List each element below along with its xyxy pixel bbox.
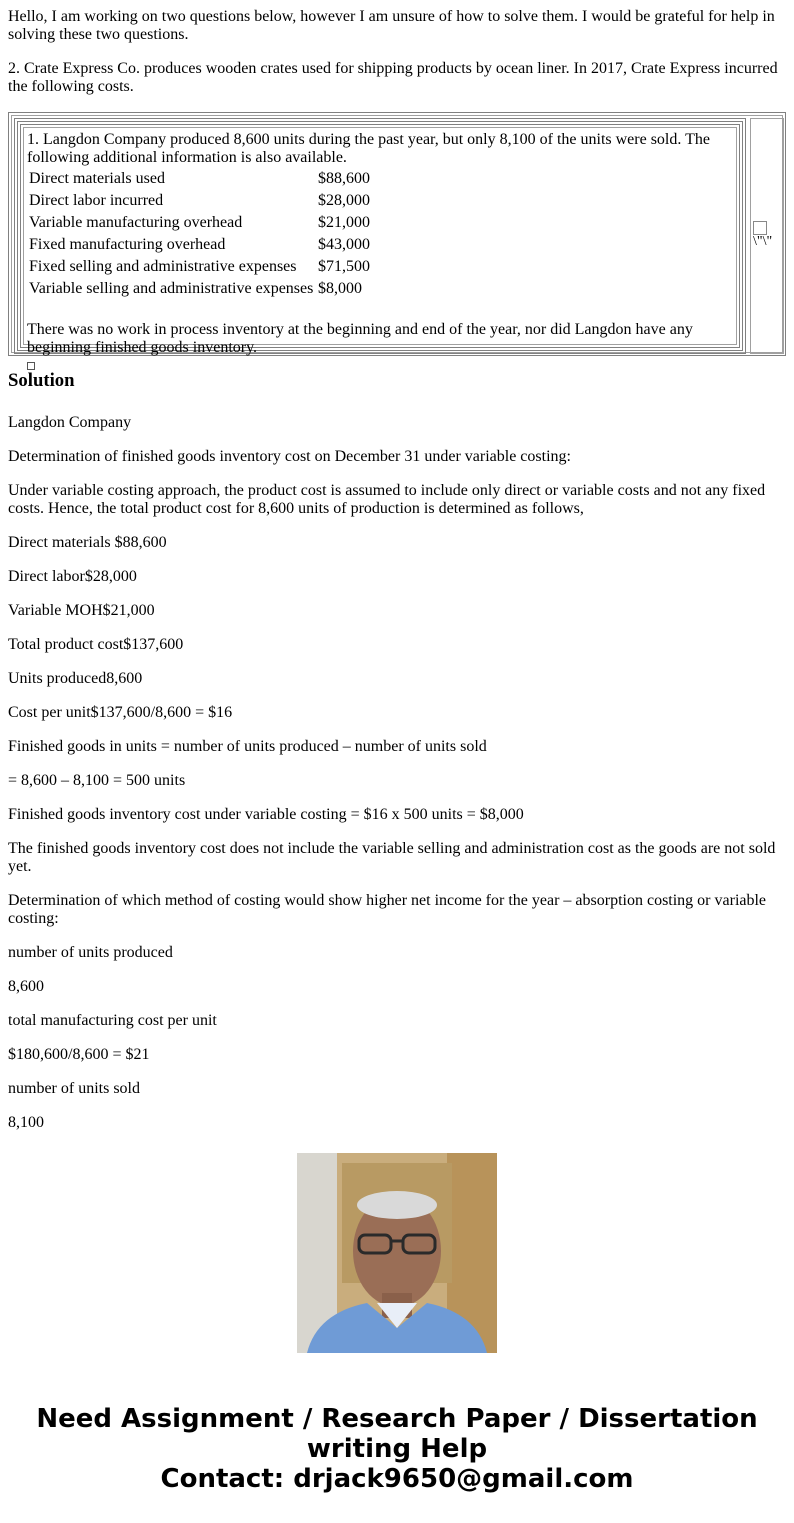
cost-value: $71,500 [318, 258, 370, 275]
solution-line: Direct labor$28,000 [8, 568, 137, 585]
cost-row [28, 191, 371, 211]
solution-line: Variable MOH$21,000 [8, 602, 155, 619]
footer-line-2: writing Help [306, 1434, 488, 1464]
intro-paragraph-2: 2. Crate Express Co. produces wooden crates used for shipping products by ocean liner. In 2017, Crate Express incurred the following costs. [8, 60, 778, 95]
cost-label: Direct materials used [29, 170, 165, 187]
cost-label: Direct labor incurred [29, 192, 164, 209]
cost-label: Variable selling and administrative expenses [29, 280, 314, 297]
solution-line: number of units produced [8, 944, 173, 961]
solution-line: Determination of finished goods inventory cost on December 31 under variable costing: [8, 448, 571, 465]
footer-banner [0, 1122, 794, 1523]
solution-line: The finished goods inventory cost does not include the variable selling and administration cost as the goods are not sold yet. [8, 840, 776, 875]
cost-table [26, 167, 373, 301]
solution-line: Direct materials $88,600 [8, 534, 167, 551]
solution-line: number of units sold [8, 1080, 140, 1097]
footer-contact: Contact: drjack9650@gmail.com [160, 1464, 634, 1494]
solution-line: Total product cost$137,600 [8, 636, 184, 653]
solution-line: Finished goods inventory cost under variable costing = $16 x 500 units = $8,000 [8, 806, 524, 823]
broken-image [753, 221, 772, 249]
solution-line: 8,100 [8, 1114, 44, 1131]
cost-row [28, 169, 371, 189]
cost-value: $21,000 [318, 214, 370, 231]
solution-line: Langdon Company [8, 414, 132, 431]
cost-row [28, 235, 371, 255]
image-cell [750, 118, 784, 354]
solution-line: Determination of which method of costing would show higher net income for the year – absorption costing or variable costing: [8, 892, 767, 927]
question-table [8, 112, 786, 356]
intro-paragraph-1: Hello, I am working on two questions below, however I am unsure of how to solve them. I would be grateful for help in solving these two questions. [8, 8, 775, 43]
solution-line: Finished goods in units = number of units produced – number of units sold [8, 738, 487, 755]
solution-line: Cost per unit$137,600/8,600 = $16 [8, 704, 233, 721]
solution-section [8, 370, 786, 1131]
cost-value: $43,000 [318, 236, 370, 253]
cost-value: $8,000 [318, 280, 362, 297]
broken-image-icon [27, 362, 35, 370]
solution-line: total manufacturing cost per unit [8, 1012, 217, 1029]
footer-line-1: Need Assignment / Research Paper / Dissertation [36, 1404, 758, 1434]
cost-row [28, 213, 371, 233]
cost-value: $88,600 [318, 170, 370, 187]
cost-label: Fixed selling and administrative expenses [29, 258, 297, 275]
cost-label: Variable manufacturing overhead [29, 214, 243, 231]
broken-image-icon [753, 221, 767, 235]
solution-line: Under variable costing approach, the product cost is assumed to include only direct or variable costs and not any fixed costs. Hence, the total product cost for 8,600 units of production is determined as follows, [8, 482, 766, 517]
solution-line: $180,600/8,600 = $21 [8, 1046, 150, 1063]
cost-value: $28,000 [318, 192, 370, 209]
footer-text [0, 1404, 794, 1494]
solution-line: = 8,600 – 8,100 = 500 units [8, 772, 186, 789]
broken-image-alt: \"\" [753, 234, 773, 249]
solution-line: Units produced8,600 [8, 670, 143, 687]
solution-line: 8,600 [8, 978, 44, 995]
cost-row [28, 257, 371, 277]
solution-heading: Solution [8, 370, 75, 391]
avatar [297, 1153, 497, 1353]
question-cell [14, 118, 746, 354]
question-heading: 1. Langdon Company produced 8,600 units during the past year, but only 8,100 of the units were sold. The following additional information is also available. [27, 131, 710, 166]
cost-label: Fixed manufacturing overhead [29, 236, 226, 253]
question-note: There was no work in process inventory at the beginning and end of the year, nor did Langdon have any beginning finished goods inventory. [27, 321, 693, 356]
cost-row [28, 279, 371, 299]
